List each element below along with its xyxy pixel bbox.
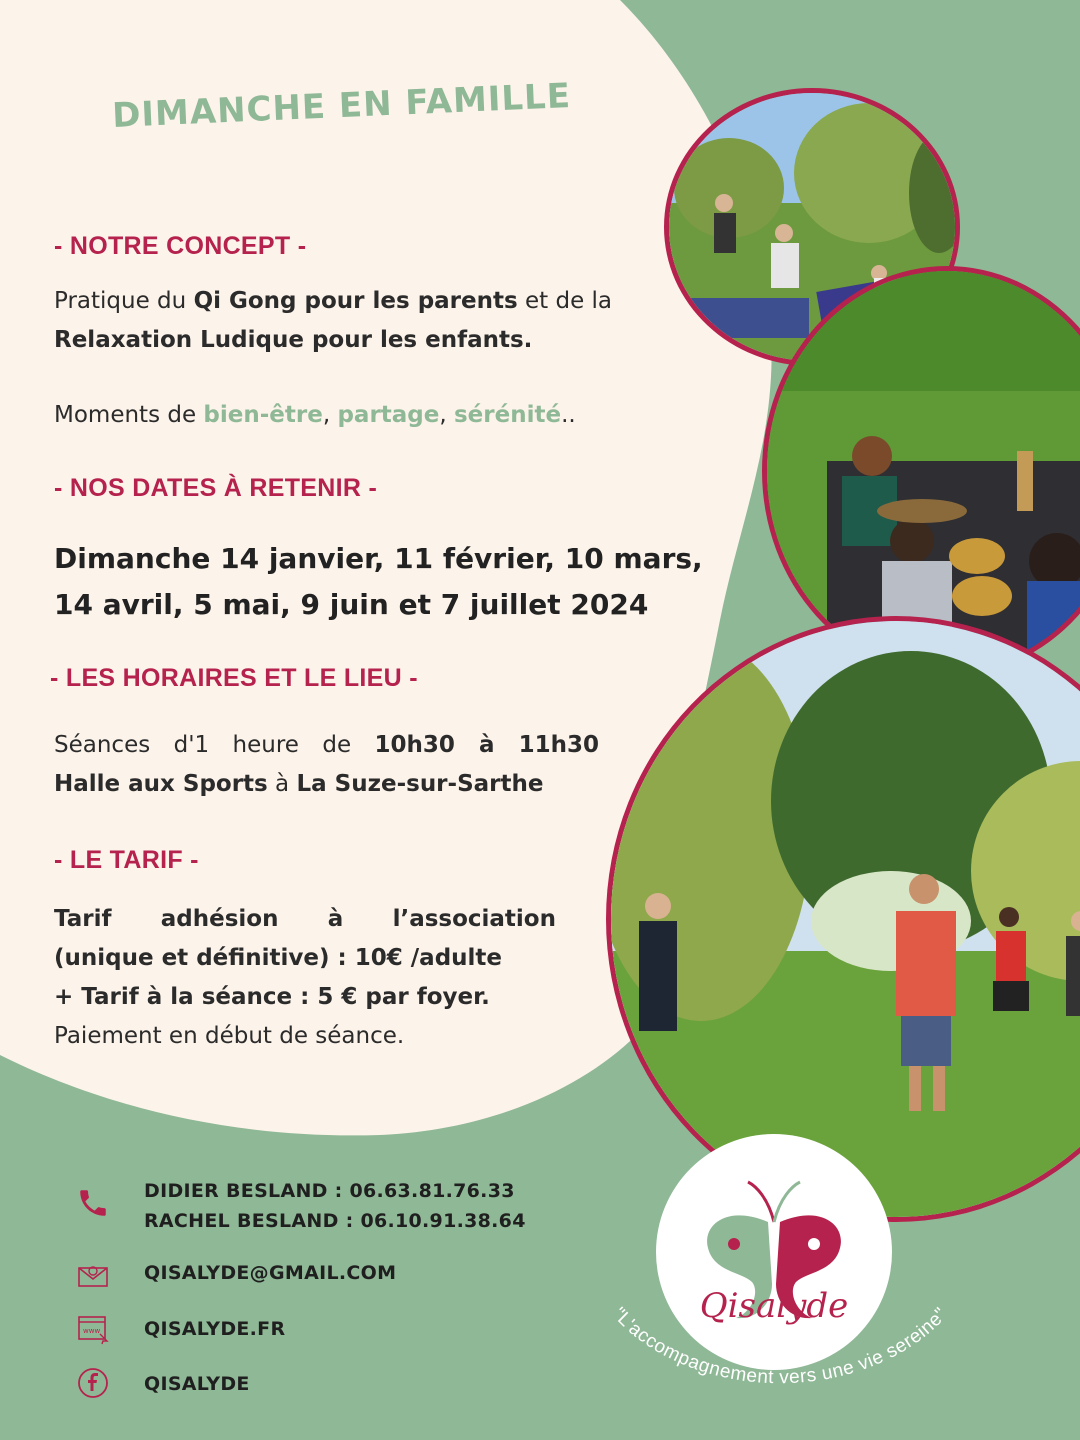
website-icon (76, 1312, 110, 1346)
website-link[interactable]: QISALYDE.FR (144, 1318, 286, 1340)
phone-icon (76, 1186, 110, 1220)
phone-rachel[interactable]: RACHEL BESLAND : 06.10.91.38.64 (144, 1210, 526, 1232)
concept-text: Pratique du Qi Gong pour les parents et de la Relaxation Ludique pour les enfants. (54, 288, 613, 353)
svg-text:www: www (83, 1327, 101, 1335)
tarif-text: Tarif adhésion à l’association (unique et définitive) : 10€ /adulte + Tarif à la séance : 5 € par foyer. Paiement en début de séance. (54, 906, 556, 1049)
tarif-heading: - LE TARIF - (54, 846, 199, 874)
horaires-text: Séances d'1 heure de 10h30 à 11h30 Halle aux Sports à La Suze-sur-Sarthe (54, 732, 600, 797)
horaires-heading: - LES HORAIRES ET LE LIEU - (50, 664, 418, 692)
facebook-link[interactable]: QISALYDE (144, 1373, 250, 1395)
dates-text: Dimanche 14 janvier, 11 février, 10 mars, 14 avril, 5 mai, 9 juin et 7 juillet 2024 (54, 542, 703, 621)
dates-heading: - NOS DATES À RETENIR - (54, 474, 378, 502)
email-icon (76, 1258, 110, 1292)
page-title: DIMANCHE EN FAMILLE (111, 76, 572, 136)
concept-heading: - NOTRE CONCEPT - (54, 232, 307, 260)
email-link[interactable]: QISALYDE@GMAIL.COM (144, 1262, 397, 1284)
phone-didier[interactable]: DIDIER BESLAND : 06.63.81.76.33 (144, 1180, 515, 1202)
svg-text:"L'accompagnement vers une vie: "L'accompagnement vers une vie sereine" (608, 1303, 952, 1389)
logo-tagline (570, 1240, 990, 1440)
logo-name: Qisalyde (699, 1286, 849, 1326)
facebook-icon (76, 1366, 110, 1400)
concept-moments: Moments de bien-être, partage, sérénité.. (54, 402, 576, 428)
